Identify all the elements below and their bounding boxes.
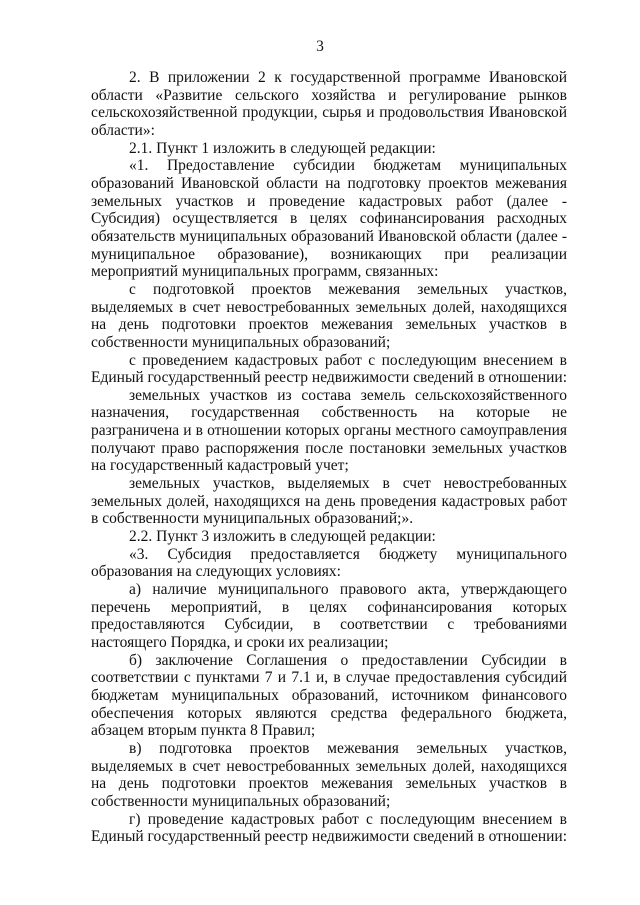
document-body <box>91 69 567 846</box>
paragraph-point-1-clause-b2: земельных участков, выделяемых в счет невостребованных земельных долей, находящихся на день проведения кадастровых работ в собственности муниципальных образований;». <box>91 475 567 528</box>
paragraph-condition-a: а) наличие муниципального правового акта, утверждающего перечень мероприятий, в целях софинансирования которых предоставляются Субсидии, в соответствии с требованиями настоящего Порядка, и сроки их реализации; <box>91 581 567 651</box>
paragraph-point-3-main: «3. Субсидия предоставляется бюджету муниципального образования на следующих условиях: <box>91 545 567 581</box>
paragraph-point-1-clause-b1: земельных участков из состава земель сельскохозяйственного назначения, государственная собственность на которые не разграничена и в отношении которых органы местного самоуправления получают право распоряжения после постановки земельных участков на государственный кадастровый учет; <box>91 386 567 475</box>
paragraph-condition-g: г) проведение кадастровых работ с последующим внесением в Единый государственный реестр недвижимости сведений в отношении: <box>91 810 568 846</box>
page-number: 3 <box>316 38 324 55</box>
paragraph-item-2-intro: 2. В приложении 2 к государственной программе Ивановской области «Развитие сельского хозяйства и регулирование рынков сельскохозяйственной продукции, сырья и продовольствия Ивановской области»: <box>91 69 567 139</box>
paragraph-subitem-2-2-heading: 2.2. Пункт 3 изложить в следующей редакции: <box>129 528 436 546</box>
paragraph-point-1-clause-a: с подготовкой проектов межевания земельных участков, выделяемых в счет невостребованных земельных долей, находящихся на день подготовки проектов межевания земельных участков в собственности муниципальных образований; <box>91 280 567 351</box>
paragraph-condition-v: в) подготовка проектов межевания земельных участков, выделяемых в счет невостребованных земельных долей, находящихся на день подготовки проектов межевания земельных участков в собственности муниципальных образований; <box>91 739 567 810</box>
paragraph-subitem-2-1-heading: 2.1. Пункт 1 изложить в следующей редакции: <box>129 139 436 157</box>
paragraph-point-1-main: «1. Предоставление субсидии бюджетам муниципальных образований Ивановской области на подготовку проектов межевания земельных участков и проведение кадастровых работ (далее - Субсидия) осуществляется в целях софинансирования расходных обязательств муниципальных образований Ивановской области (далее - муниципальное образование), возникающих при реализации мероприятий муниципальных программ, связанных: <box>91 157 567 281</box>
paragraph-condition-b: б) заключение Соглашения о предоставлении Субсидии в соответствии с пунктами 7 и 7.1 и, в случае предоставления субсидий бюджетам муниципальных образований, источником финансового обеспечения которых являются средства федерального бюджета, абзацем вторым пункта 8 Правил; <box>91 651 567 740</box>
paragraph-point-1-clause-b: с проведением кадастровых работ с последующим внесением в Единый государственный реестр недвижимости сведений в отношении: <box>91 351 568 387</box>
